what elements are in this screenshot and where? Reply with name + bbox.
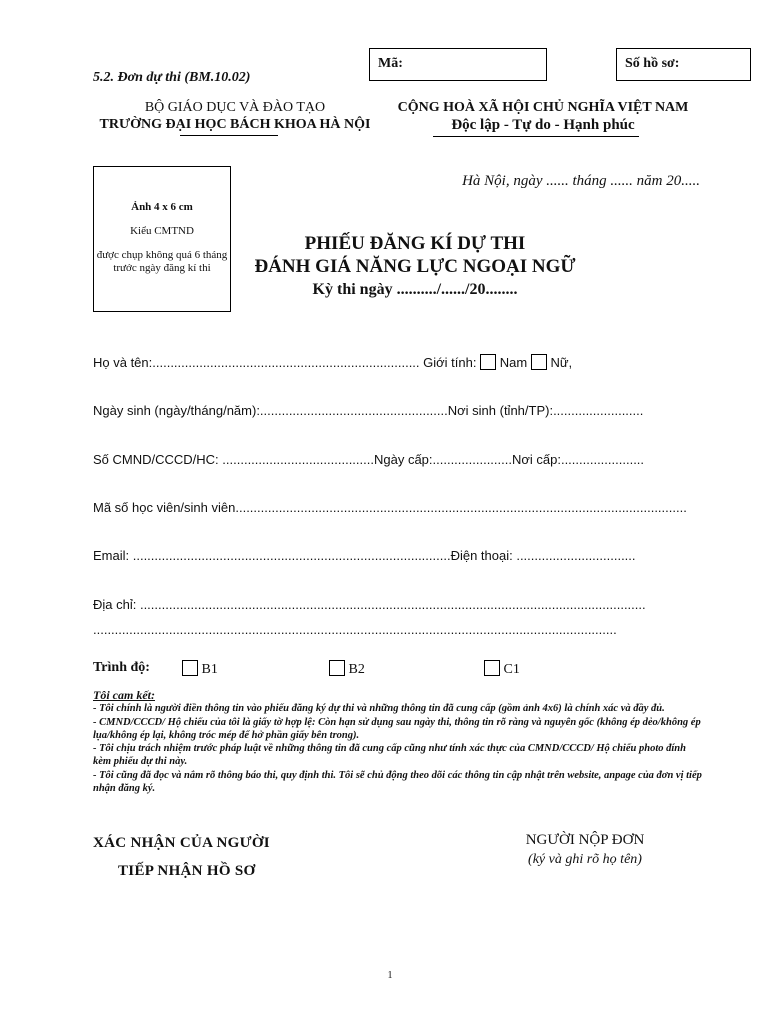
female-label: Nữ, (550, 355, 573, 370)
commitment-item: - CMND/CCCD/ Hộ chiếu của tôi là giấy tờ hợp lệ: Còn hạn sử dụng sau ngày thi, thông tin rõ ràng và nguyên gốc (không ép dẻo/không ép lụa/không ép lại, không tróc mép để hở phần giấy bên trong). (93, 716, 701, 741)
receiver-title-2: TIẾP NHẬN HỒ SƠ (118, 863, 256, 879)
receiver-title-1: XÁC NHẬN CỦA NGƯỜI (93, 835, 270, 851)
exam-date: Kỳ thi ngày ........../....../20........ (312, 281, 518, 298)
issuer-block (90, 99, 380, 133)
nation-name: CỘNG HOÀ XÃ HỘI CHỦ NGHĨA VIỆT NAM (397, 100, 689, 115)
commitment-item: - Tôi chịu trách nhiệm trước pháp luật về những thông tin đã cung cấp cũng như tính xác thực của CMND/CCCD/ Hộ chiếu photo đính kèm phiếu dự thi này. (93, 743, 686, 768)
dob-field[interactable]: Ngày sinh (ngày/tháng/năm):....................................................Nơi sinh (tỉnh/TP):......................... (93, 403, 644, 418)
photo-size: Ảnh 4 x 6 cm (131, 201, 193, 213)
level-option-c1[interactable] (484, 660, 520, 678)
applicant-hint: (ký và ghi rõ họ tên) (528, 852, 642, 867)
issuer-underline (180, 135, 278, 136)
national-motto: Độc lập - Tự do - Hạnh phúc (451, 117, 635, 133)
national-heading (388, 99, 698, 134)
email-phone-field[interactable]: Email: ........................................................................................Điện thoại: ................................. (93, 548, 636, 563)
gender-label: Giới tính: (423, 355, 477, 370)
page-number: 1 (387, 970, 393, 981)
university-name: TRƯỜNG ĐẠI HỌC BÁCH KHOA HÀ NỘI (99, 117, 371, 132)
name-field[interactable]: Họ và tên:.......................................................................... (93, 355, 420, 370)
b1-label: B1 (201, 662, 218, 677)
applicant-title: NGƯỜI NỘP ĐƠN (525, 832, 645, 848)
student-id-field[interactable]: Mã số học viên/sinh viên............................................................................................................................. (93, 500, 687, 515)
name-row (93, 354, 693, 370)
commitment-item: - Tôi chính là người điền thông tin vào phiếu đăng ký dự thi và những thông tin đã cung cấp (gồm ảnh 4x6) là chính xác và đầy đủ. (93, 703, 665, 715)
b1-checkbox[interactable] (182, 660, 198, 676)
ministry-name: BỘ GIÁO DỤC VÀ ĐÀO TẠO (144, 100, 326, 115)
id-field[interactable]: Số CMND/CCCD/HC: ..........................................Ngày cấp:......................Nơi cấp:....................... (93, 452, 645, 467)
applicant-signature (485, 830, 685, 870)
female-checkbox[interactable] (531, 354, 547, 370)
c1-checkbox[interactable] (484, 660, 500, 676)
title-line-2: ĐÁNH GIÁ NĂNG LỰC NGOẠI NGỮ (254, 256, 576, 277)
title-line-1: PHIẾU ĐĂNG KÍ DỰ THI (304, 233, 526, 254)
commitment-heading: Tôi cam kết: (93, 688, 155, 702)
c1-label: C1 (503, 662, 520, 677)
motto-underline (433, 136, 639, 137)
photo-placeholder[interactable] (93, 166, 231, 312)
photo-type: Kiểu CMTND (130, 225, 194, 237)
receiver-signature (93, 829, 270, 885)
level-option-b1[interactable] (182, 660, 218, 678)
level-row (93, 660, 693, 676)
level-option-b2[interactable] (329, 660, 365, 678)
file-number-field[interactable]: Số hồ sơ: (616, 48, 751, 81)
address-continuation[interactable]: ................................................................................................................................................. (93, 622, 617, 637)
commitment-item: - Tôi cũng đã đọc và nắm rõ thông báo thi, quy định thi. Tôi sẽ chủ động theo dõi các thông tin cập nhật trên website, anpage của đơn vị tiếp nhận đăng ký. (93, 769, 702, 795)
male-label: Nam (499, 355, 528, 370)
place-date: Hà Nội, ngày ...... tháng ...... năm 20..... (462, 173, 700, 189)
form-reference: 5.2. Đơn dự thi (BM.10.02) (93, 70, 251, 85)
address-field[interactable]: Địa chỉ: ............................................................................................................................................ (93, 597, 646, 612)
photo-note: được chụp không quá 6 tháng trước ngày đăng kí thi (96, 249, 228, 274)
b2-checkbox[interactable] (329, 660, 345, 676)
b2-label: B2 (348, 662, 365, 677)
commitment-block (93, 689, 703, 795)
code-field[interactable]: Mã: (369, 48, 547, 81)
level-label: Trình độ: (93, 660, 150, 675)
male-checkbox[interactable] (480, 354, 496, 370)
form-title (230, 232, 600, 301)
